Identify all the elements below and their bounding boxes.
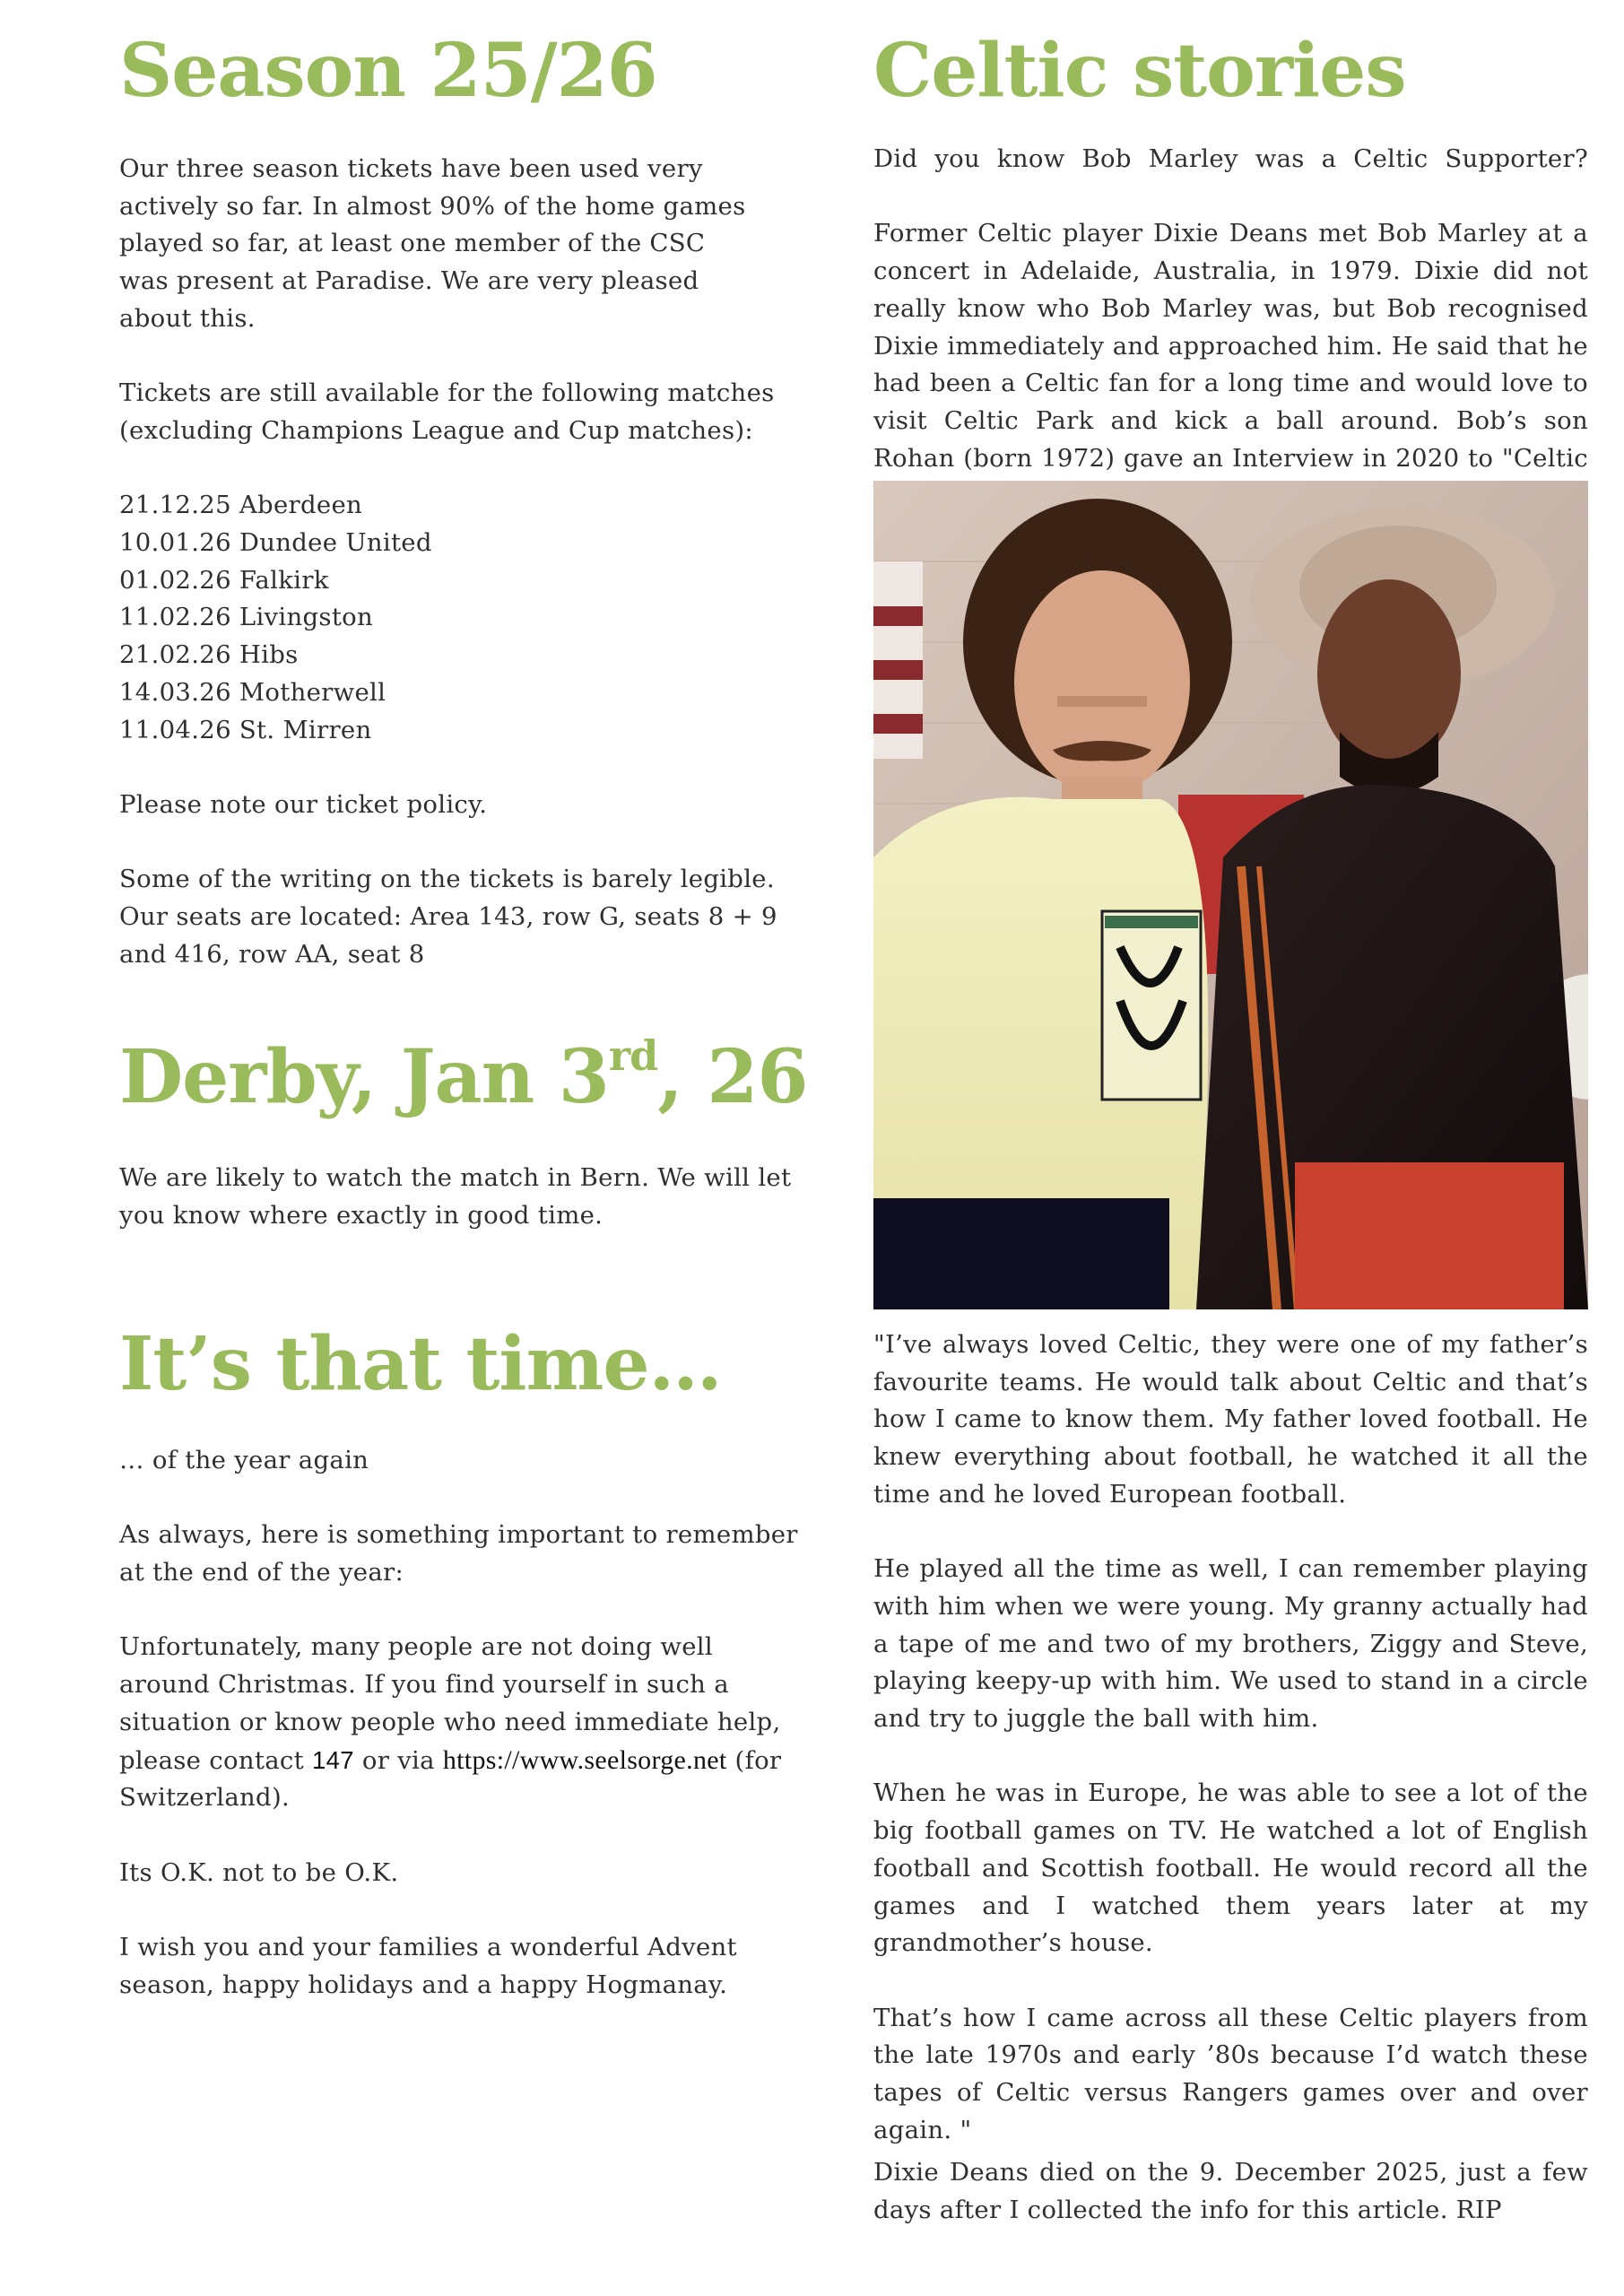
celtic-title: Celtic stories — [873, 28, 1406, 114]
time-p1: … of the year again — [119, 1446, 369, 1474]
match-item: 21.02.26 Hibs — [119, 640, 299, 670]
deans-marley-photo — [873, 481, 1588, 1309]
match-list — [119, 487, 810, 749]
match-item: 21.12.25 Aberdeen — [119, 491, 363, 520]
closing-paragraph: Dixie Deans died on the 9. December 2025, just a few days after I collected the info for this article. RIP — [873, 2158, 1588, 2225]
match-item: 01.02.26 Falkirk — [119, 565, 329, 595]
time-p2: As always, here is something important to remember at the end of the year: — [119, 1520, 798, 1587]
season-section — [119, 151, 810, 973]
ticket-policy: Please note our ticket policy. — [119, 789, 488, 819]
quote-paragraph-2: He played all the time as well, I can remember playing with him when we were young. My granny actually had a tape of me and two of my brothers, Ziggy and Steve, playing keepy-up with him. We used to stand in a circle and try to juggle the ball with him. — [873, 1554, 1588, 1734]
match-item: 11.04.26 St. Mirren — [119, 715, 372, 744]
season-intro: Our three season tickets have been used very actively so far. In almost 90% of the home games played so far, at least one member of the CSC was present at Paradise. We are very pleased about this. — [119, 154, 746, 333]
helpline-number: 147 — [312, 1745, 354, 1774]
quote-paragraph-4: That’s how I came across all these Celtic players from the late 1970s and early ’80s because I’d watch these tapes of Celtic versus Rangers games over and over again. " — [873, 2003, 1588, 2144]
time-title: It’s that time… — [119, 1321, 722, 1407]
quote-paragraph-1: "I’ve always loved Celtic, they were one of my father’s favourite teams. He would talk about Celtic and that’s how I came to know them. My father loved football. He knew everything about football, he watched it all the time and he loved European football. — [873, 1330, 1588, 1509]
match-item: 10.01.26 Dundee United — [119, 528, 432, 557]
helpline-link[interactable]: https://www.seelsorge.net — [442, 1744, 727, 1775]
season-title: Season 25/26 — [119, 28, 657, 114]
match-item: 14.03.26 Motherwell — [119, 677, 386, 707]
time-section — [119, 1442, 810, 2004]
time-p5: I wish you and your families a wonderful Advent season, happy holidays and a happy Hogmanay. — [119, 1933, 737, 1999]
intro-paragraph: Former Celtic player Dixie Deans met Bob Marley at a concert in Adelaide, Australia, in 1979. Dixie did not really know who Bob Marley was, but Bob recognised Dixie immediately and approached him. He said that he had been a Celtic fan for a long time and would love to visit Celtic Park and kick a ball around. Bob’s son Rohan (born 1972) gave an Interview in 2020 to "Celtic — [873, 219, 1588, 473]
match-item: 11.02.26 Livingston — [119, 603, 374, 632]
derby-text: We are likely to watch the match in Bern. We will let you know where exactly in good time. — [119, 1163, 792, 1230]
time-p4: Its O.K. not to be O.K. — [119, 1857, 399, 1887]
quote-paragraph-3: When he was in Europe, he was able to see a lot of the big football games on TV. He watched a lot of English football and Scottish football. He would record all the games and I watched them years later at my grandmother’s house. — [873, 1779, 1588, 1958]
intro-question: Did you know Bob Marley was a Celtic Supporter? — [873, 144, 1588, 173]
tickets-text: Tickets are still available for the following matches (excluding Champions League and Cup matches): — [119, 378, 775, 445]
derby-title: Derby, Jan 3rd, 26 — [119, 1031, 808, 1120]
seats-text: Some of the writing on the tickets is barely legible. Our seats are located: Area 143, row G, seats 8 + 9 and 416, row AA, seat 8 — [119, 865, 777, 969]
rohan-quote — [873, 1326, 1588, 2230]
time-p3: Unfortunately, many people are not doing well around Christmas. If you find yourself in such a situation or know people who need immediate help, please contact 147 or via https://www.seelsorge.net (for Switzerland). — [119, 1632, 782, 1813]
celtic-intro — [873, 141, 1588, 515]
